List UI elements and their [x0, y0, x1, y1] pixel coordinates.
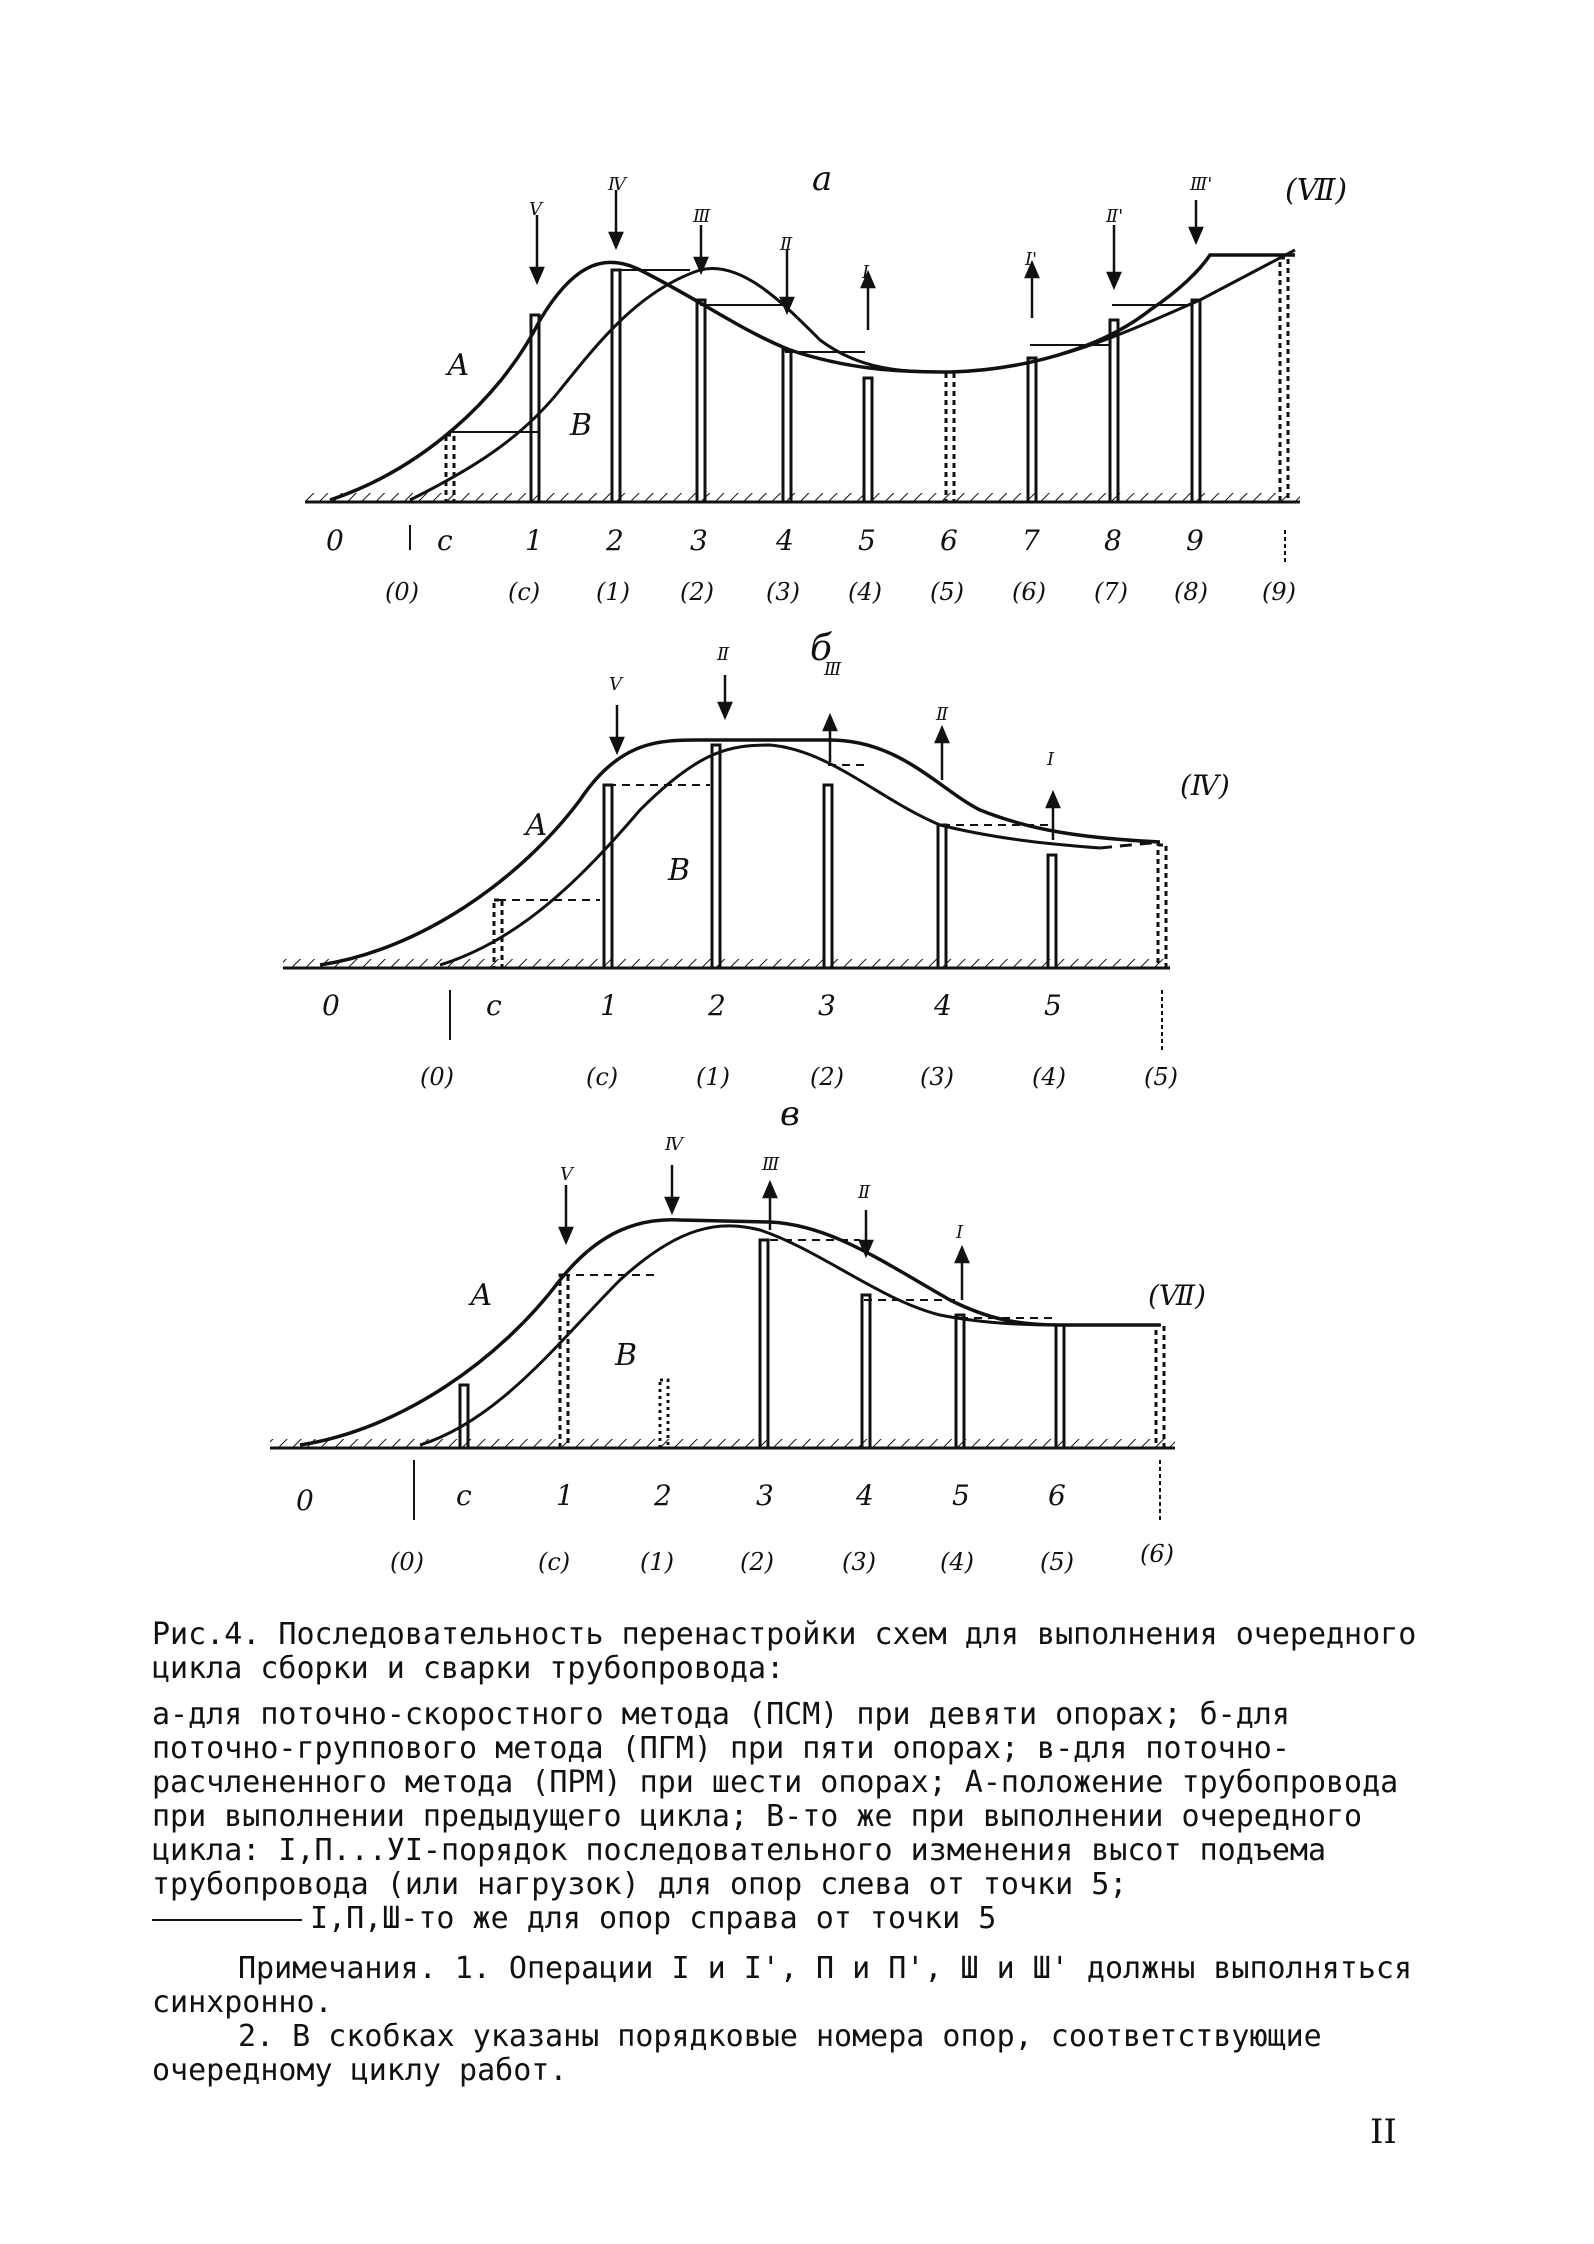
support — [712, 745, 720, 968]
notes — [152, 1952, 1442, 2088]
arrow-label: Ⅱ — [780, 234, 793, 255]
arrow-label: Ⅰ — [956, 1222, 964, 1243]
tick-label: 1 — [600, 989, 618, 1022]
tick-label: 6 — [940, 524, 958, 557]
tick-label: 4 — [856, 1479, 874, 1512]
paren-label: (1) — [640, 1548, 674, 1576]
paren-label: (0) — [390, 1548, 424, 1576]
paren-label: (5) — [1144, 1063, 1178, 1091]
caption-body-tail: I,П,Ш-то же для опор справа от точки 5 — [310, 1901, 997, 1936]
figure-c-curve-a-label: А — [470, 1278, 493, 1313]
figure-a-curve-a-label: А — [447, 348, 470, 383]
paren-label: (1) — [596, 578, 630, 606]
figure-a-letter: а — [812, 159, 833, 199]
arrow-label: Ⅲ — [762, 1154, 780, 1175]
arrow-label: Ⅱ' — [1106, 206, 1124, 227]
paren-label: (3) — [920, 1063, 954, 1091]
support — [824, 785, 832, 968]
support — [1048, 855, 1056, 968]
tick-label: с — [486, 989, 502, 1022]
figure-c-ground-labels — [296, 1479, 1066, 1517]
support — [1280, 258, 1288, 502]
figure-b — [283, 628, 1230, 1091]
tick-label: 4 — [934, 989, 952, 1022]
arrow-label: Ⅱ — [936, 704, 949, 725]
arrow-label: Ⅳ — [665, 1134, 683, 1155]
support — [1158, 845, 1166, 968]
paren-label: (6) — [1140, 1540, 1174, 1568]
tick-label: 9 — [1186, 524, 1204, 557]
note-1: Примечания. 1. Операции I и I', П и П', Ш и Ш' должны выполняться синхронно. — [152, 1951, 1412, 2020]
figure-b-paren-labels — [420, 1063, 1178, 1091]
figure-c-arrow-labels — [560, 1134, 964, 1243]
paren-label: (4) — [848, 578, 882, 606]
arrow-label: Ⅲ — [824, 659, 842, 680]
tick-label: с — [456, 1479, 472, 1512]
tick-label: 0 — [296, 1484, 314, 1517]
paren-label: (4) — [1032, 1063, 1066, 1091]
arrow-label: Ⅰ' — [1025, 249, 1038, 270]
support — [460, 1385, 468, 1448]
tick-label: 5 — [952, 1479, 970, 1512]
tick-label: 2 — [606, 524, 624, 557]
arrow-label: Ⅰ — [862, 262, 870, 283]
tick-label: 4 — [776, 524, 794, 557]
support — [1156, 1325, 1164, 1448]
paren-label: (8) — [1174, 578, 1208, 606]
caption-body — [152, 1698, 1442, 1936]
support — [560, 1275, 568, 1448]
figure-b-curve-a — [320, 740, 1160, 965]
figure-a-paren-labels — [385, 578, 1296, 606]
tick-label: 6 — [1048, 1479, 1066, 1512]
paren-label: (с) — [508, 578, 541, 606]
figure-c-ground-hatch — [270, 1439, 1175, 1448]
paren-label: (4) — [940, 1548, 974, 1576]
figure-c-curve-b-label: В — [615, 1338, 638, 1373]
caption-dash — [152, 1919, 302, 1921]
figure-a-end-label: (Ⅶ) — [1285, 173, 1348, 208]
arrow-label: Ⅴ — [609, 674, 622, 695]
support — [1110, 320, 1118, 502]
paren-label: (0) — [385, 578, 419, 606]
support — [612, 270, 620, 502]
figure-b-arrow-labels — [609, 644, 1055, 770]
figure-b-letter: б — [810, 628, 832, 669]
figure-b-curve-a-label: А — [525, 808, 548, 843]
caption-body-text: а-для поточно-скоростного метода (ПСМ) при девяти опорах; б-для поточно-группового метода (ПГМ) при пяти опорах; в-для поточно-расчлененного метода (ПРМ) при шести опорах; А-положение трубопровода при выполнении предыдущего цикла; В-то же при выполнении очередного цикла: I,П...УI-порядок последовательного изменения высот подъема трубопровода (или нагрузок) для опор слева от точки 5; — [152, 1697, 1399, 1902]
figure-c-letter: в — [780, 1094, 800, 1134]
paren-label: (3) — [766, 578, 800, 606]
support — [446, 435, 454, 502]
paren-label: (3) — [842, 1548, 876, 1576]
figure-b-end-label: (Ⅳ) — [1180, 769, 1230, 802]
arrow-label: Ⅴ — [560, 1164, 573, 1185]
tick-label: с — [437, 524, 453, 557]
figure-c — [270, 1094, 1206, 1576]
paren-label: (0) — [420, 1063, 454, 1091]
support — [946, 372, 954, 502]
arrow-label: Ⅴ — [529, 199, 542, 220]
paren-label: (5) — [930, 578, 964, 606]
paren-label: (5) — [1040, 1548, 1074, 1576]
tick-label: 7 — [1022, 524, 1040, 557]
support — [862, 1295, 870, 1448]
figure-b-ground-labels — [322, 989, 1062, 1022]
tick-label: 1 — [556, 1479, 574, 1512]
figure-b-ground-hatch — [283, 959, 1170, 968]
tick-label: 0 — [322, 989, 340, 1022]
tick-label: 2 — [654, 1479, 672, 1512]
page-number: II — [1370, 2112, 1397, 2152]
support — [938, 825, 946, 968]
tick-label: 2 — [708, 989, 726, 1022]
figure-c-curve-a — [300, 1220, 1160, 1445]
paren-label: (2) — [810, 1063, 844, 1091]
paren-label: (с) — [586, 1063, 619, 1091]
support — [531, 315, 539, 502]
tick-label: 0 — [326, 524, 344, 557]
note-2: 2. В скобках указаны порядковые номера опор, соответствующие очередному циклу работ. — [152, 2019, 1322, 2088]
tick-label: 3 — [756, 1479, 774, 1512]
figure-b-curve-b-label: В — [668, 853, 691, 888]
figure-a-curve-b — [410, 250, 1295, 500]
paren-label: (с) — [538, 1548, 571, 1576]
tick-label: 5 — [858, 524, 876, 557]
support — [660, 1380, 668, 1448]
support — [494, 900, 502, 968]
figure-c-end-label: (Ⅶ) — [1148, 1279, 1206, 1312]
arrow-label: Ⅲ' — [1190, 174, 1213, 195]
arrow-label: Ⅰ — [1047, 749, 1055, 770]
figure-b-curve-b — [440, 745, 1100, 965]
tick-label: 5 — [1044, 989, 1062, 1022]
figure-a-curve-b-label: В — [570, 408, 593, 443]
figure-caption — [152, 1618, 1442, 2088]
support — [1056, 1325, 1064, 1448]
arrow-label: Ⅱ — [858, 1182, 871, 1203]
support — [604, 785, 612, 968]
tick-label: 1 — [525, 524, 543, 557]
tick-label: 3 — [818, 989, 836, 1022]
support — [760, 1240, 768, 1448]
support — [864, 378, 872, 502]
figure-a-ground-labels — [326, 524, 1204, 557]
arrow-label: Ⅲ — [693, 206, 711, 227]
support — [1028, 358, 1036, 502]
paren-label: (9) — [1262, 578, 1296, 606]
paren-label: (2) — [680, 578, 714, 606]
tick-label: 3 — [690, 524, 708, 557]
figure-a — [305, 159, 1347, 606]
paren-label: (2) — [740, 1548, 774, 1576]
paren-label: (6) — [1012, 578, 1046, 606]
tick-label: 8 — [1104, 524, 1122, 557]
figure-c-paren-labels — [390, 1540, 1174, 1576]
figure-b-curve-b-dash — [1100, 842, 1160, 848]
support — [697, 300, 705, 502]
support — [956, 1315, 964, 1448]
support — [783, 350, 791, 502]
arrow-label: Ⅳ — [608, 174, 626, 195]
caption-title: Рис.4. Последовательность перенастройки схем для выполнения очередного цикла сборки и сварки трубопровода: — [152, 1617, 1417, 1686]
paren-label: (7) — [1094, 578, 1128, 606]
paren-label: (1) — [696, 1063, 730, 1091]
support — [1192, 300, 1200, 502]
arrow-label: Ⅱ — [717, 644, 730, 665]
